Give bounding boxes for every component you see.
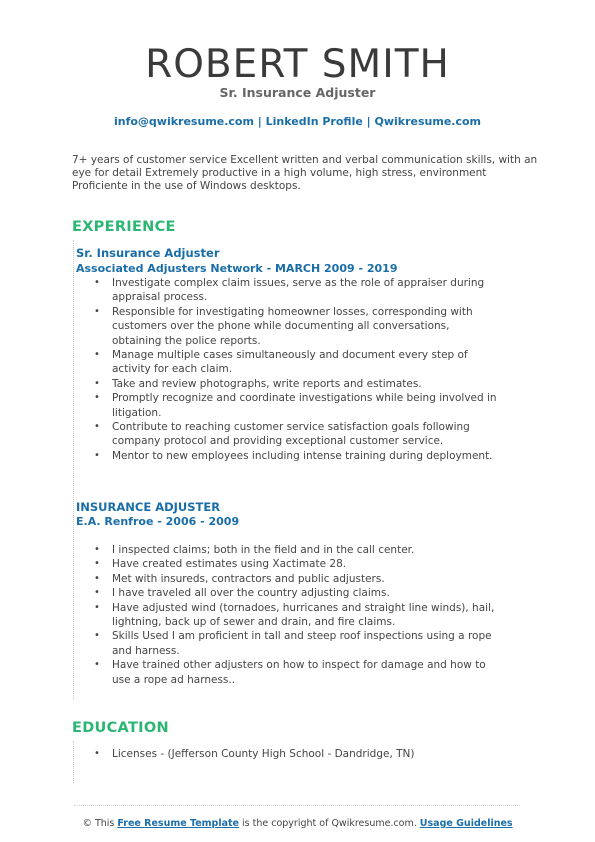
dash-separator: - (262, 262, 275, 275)
email-link[interactable]: info@qwikresume.com (113, 115, 254, 128)
bullet-icon: • (94, 421, 100, 433)
list-item: • I have traveled all over the country adjusting claims. (94, 587, 390, 600)
education-list (94, 747, 499, 761)
list-item: • Manage multiple cases simultaneously and document every step of activity for each claim. (94, 349, 468, 376)
bullet-icon: • (94, 558, 100, 570)
bullet-icon: • (94, 349, 100, 361)
list-item: • Contribute to reaching customer service satisfaction goals following company protocol and providing exceptional customer service. (94, 421, 470, 448)
list-item: • Met with insureds, contractors and public adjusters. (94, 572, 385, 585)
job-employer-dates (76, 262, 397, 275)
footer-copyright (0, 818, 595, 829)
list-item: • Investigate complex claim issues, serve as the role of appraiser during appraisal process. (94, 277, 485, 304)
list-item: • Have trained other adjusters on how to inspect for damage and how to use a rope ad harness.. (94, 659, 486, 686)
employer-name: Associated Adjusters Network (76, 262, 263, 275)
linkedin-link[interactable]: LinkedIn Profile (265, 115, 363, 128)
list-item: • Have adjusted wind (tornadoes, hurricanes and straight line winds), hail, lightning, back up of sewer and drain, and fire claims. (94, 601, 495, 629)
section-divider (73, 741, 74, 783)
experience-heading: EXPERIENCE (72, 219, 176, 235)
contact-separator: | (253, 115, 266, 128)
job-duties-list (94, 276, 499, 463)
bullet-icon: • (94, 544, 100, 555)
list-item: • I inspected claims; both in the field and in the call center. (94, 544, 415, 556)
list-item: • Mentor to new employees including intense training during deployment. (94, 449, 493, 462)
contact-separator: | (362, 115, 375, 128)
list-item: • Promptly recognize and coordinate investigations while being involved in litigation. (94, 392, 497, 419)
bullet-icon: • (94, 572, 100, 584)
list-item: • Licenses - (Jefferson County High School - Dandridge, TN) (94, 748, 415, 760)
summary-paragraph: 7+ years of customer service Excellent written and verbal communication skills, with an eye for detail Extremely productive in a high volume, high stress, environment Proficiente in the use of Windows desktops. (72, 154, 538, 193)
job-employer-dates (76, 515, 239, 528)
education-heading: EDUCATION (72, 720, 169, 736)
job-title: Sr. Insurance Adjuster (76, 246, 220, 260)
footer-middle: is the copyright of Qwikresume.com. (239, 818, 420, 829)
bullet-icon: • (94, 601, 100, 613)
bullet-icon: • (94, 449, 100, 461)
list-item: • Skills Used I am proficient in tall and steep roof inspections using a rope and harness. (94, 630, 492, 657)
candidate-name: ROBERT SMITH (145, 42, 450, 87)
bullet-icon: • (94, 659, 100, 671)
list-item: • Take and review photographs, write reports and estimates. (94, 377, 422, 390)
job-headline: Sr. Insurance Adjuster (219, 85, 376, 100)
section-divider (73, 240, 74, 700)
bullet-icon: • (94, 587, 100, 599)
footer-prefix: © This (82, 818, 118, 829)
job-title: INSURANCE ADJUSTER (76, 500, 221, 514)
employment-dates: MARCH 2009 - 2019 (274, 262, 398, 275)
free-template-link[interactable]: Free Resume Template (117, 818, 239, 829)
bullet-icon: • (94, 630, 100, 642)
job-duties-list (94, 543, 499, 687)
bullet-icon: • (94, 305, 100, 317)
list-item: • Responsible for investigating homeowner losses, corresponding with customers over the phone while documenting all conversations, obtaining the police reports. (94, 305, 473, 347)
website-link[interactable]: Qwikresume.com (374, 115, 482, 128)
bullet-icon: • (94, 748, 100, 759)
employer-name: E.A. Renfroe (76, 515, 154, 528)
bullet-icon: • (94, 277, 100, 288)
footer-divider (74, 805, 520, 806)
dash-separator: - (153, 515, 166, 528)
bullet-icon: • (94, 377, 100, 389)
bullet-icon: • (94, 392, 100, 404)
employment-dates: 2006 - 2009 (165, 515, 240, 528)
contact-line (0, 115, 595, 128)
list-item: • Have created estimates using Xactimate 28. (94, 558, 347, 571)
usage-guidelines-link[interactable]: Usage Guidelines (419, 818, 513, 829)
